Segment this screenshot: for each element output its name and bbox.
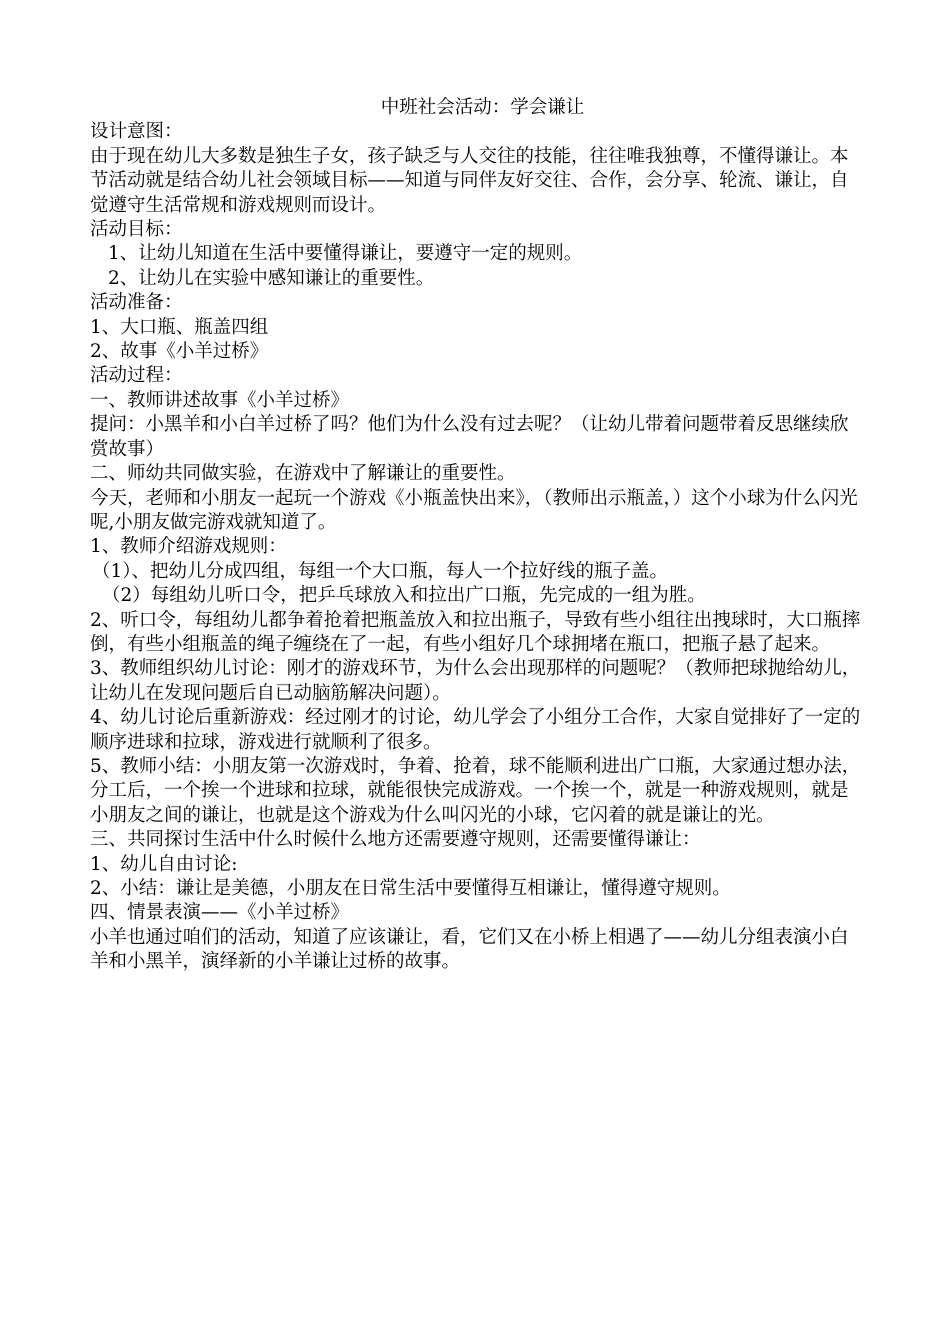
heading-goals: 活动目标： xyxy=(90,219,183,241)
goal-item-1: 1、让幼儿知道在生活中要懂得谦让，要遵守一定的规则。 xyxy=(108,243,583,265)
preparation-item-2: 2、故事《小羊过桥》 xyxy=(90,341,269,363)
heading-process: 活动过程： xyxy=(90,365,183,387)
paragraph-design-intent: 由于现在幼儿大多数是独生子女，孩子缺乏与人交往的技能，往往唯我独尊，不懂得谦让。本节活动就是结合幼儿社会领域目标——知道与同伴友好交往、合作，会分享、轮流、谦让，自觉遵守生活常规和游戏规则而设计。 xyxy=(90,145,849,216)
preparation-item-1: 1、大口瓶、瓶盖四组 xyxy=(90,316,269,338)
closing-paragraph: 小羊也通过咱们的活动，知道了应该谦让，看，它们又在小桥上相遇了——幼儿分组表演小白羊和小黑羊，演绎新的小羊谦让过桥的故事。 xyxy=(90,926,849,973)
process-step-1-heading: 一、教师讲述故事《小羊过桥》 xyxy=(90,389,350,411)
discussion-item-1: 1、幼儿自由讨论: xyxy=(90,853,238,875)
process-step-3-heading: 三、共同探讨生活中什么时候什么地方还需要遵守规则，还需要懂得谦让： xyxy=(90,829,701,851)
document-page xyxy=(90,96,865,975)
game-step-4-paragraph: 4、幼儿讨论后重新游戏：经过刚才的讨论，幼儿学会了小组分工合作，大家自觉排好了一定的顺序进球和拉球，游戏进行就顺利了很多。 xyxy=(90,707,861,753)
heading-preparation: 活动准备： xyxy=(90,292,183,314)
heading-design-intent: 设计意图： xyxy=(90,121,183,143)
process-step-4-heading: 四、情景表演——《小羊过桥》 xyxy=(90,902,350,924)
game-rules-heading: 1、教师介绍游戏规则： xyxy=(90,536,287,558)
game-rule-1: （1）、把幼儿分成四组，每组一个大口瓶，每人一个拉好线的瓶子盖。 xyxy=(92,560,669,582)
process-question-paragraph: 提问：小黑羊和小白羊过桥了吗？他们为什么没有过去呢？（让幼儿带着问题带着反思继续欣赏故事） xyxy=(90,414,849,460)
process-step-2-heading: 二、师幼共同做实验，在游戏中了解谦让的重要性。 xyxy=(90,463,516,485)
game-rule-2: （2）每组幼儿听口令，把乒乓球放入和拉出广口瓶，先完成的一组为胜。 xyxy=(102,585,706,607)
discussion-item-2: 2、小结：谦让是美德，小朋友在日常生活中要懂得互相谦让，懂得遵守规则。 xyxy=(90,878,731,899)
game-step-5-paragraph: 5、教师小结：小朋友第一次游戏时，争着、抢着，球不能顺利进出广口瓶，大家通过想办法，分工后，一个挨一个进球和拉球，就能很快完成游戏。一个挨一个，就是一种游戏规则，就是小朋友之间的谦让，也就是这个游戏为什么叫闪光的小球，它闪着的就是谦让的光。 xyxy=(90,755,861,826)
document-title: 中班社会活动：学会谦让 xyxy=(380,97,585,118)
process-game-intro-paragraph: 今天，老师和小朋友一起玩一个游戏《小瓶盖快出来》，（教师出示瓶盖，）这个小球为什么闪光呢,小朋友做完游戏就知道了。 xyxy=(90,487,858,533)
game-step-2-paragraph: 2、听口令，每组幼儿都争着抢着把瓶盖放入和拉出瓶子，导致有些小组往出拽球时，大口瓶摔倒，有些小组瓶盖的绳子缠绕在了一起，有些小组好几个球拥堵在瓶口，把瓶子悬了起来。 xyxy=(90,609,861,655)
goal-item-2: 2、让幼儿在实验中感知谦让的重要性。 xyxy=(108,267,435,289)
game-step-3-paragraph: 3、教师组织幼儿讨论：刚才的游戏环节，为什么会出现那样的问题呢？（教师把球抛给幼儿，让幼儿在发现问题后自已动脑筋解决问题）。 xyxy=(90,658,861,704)
